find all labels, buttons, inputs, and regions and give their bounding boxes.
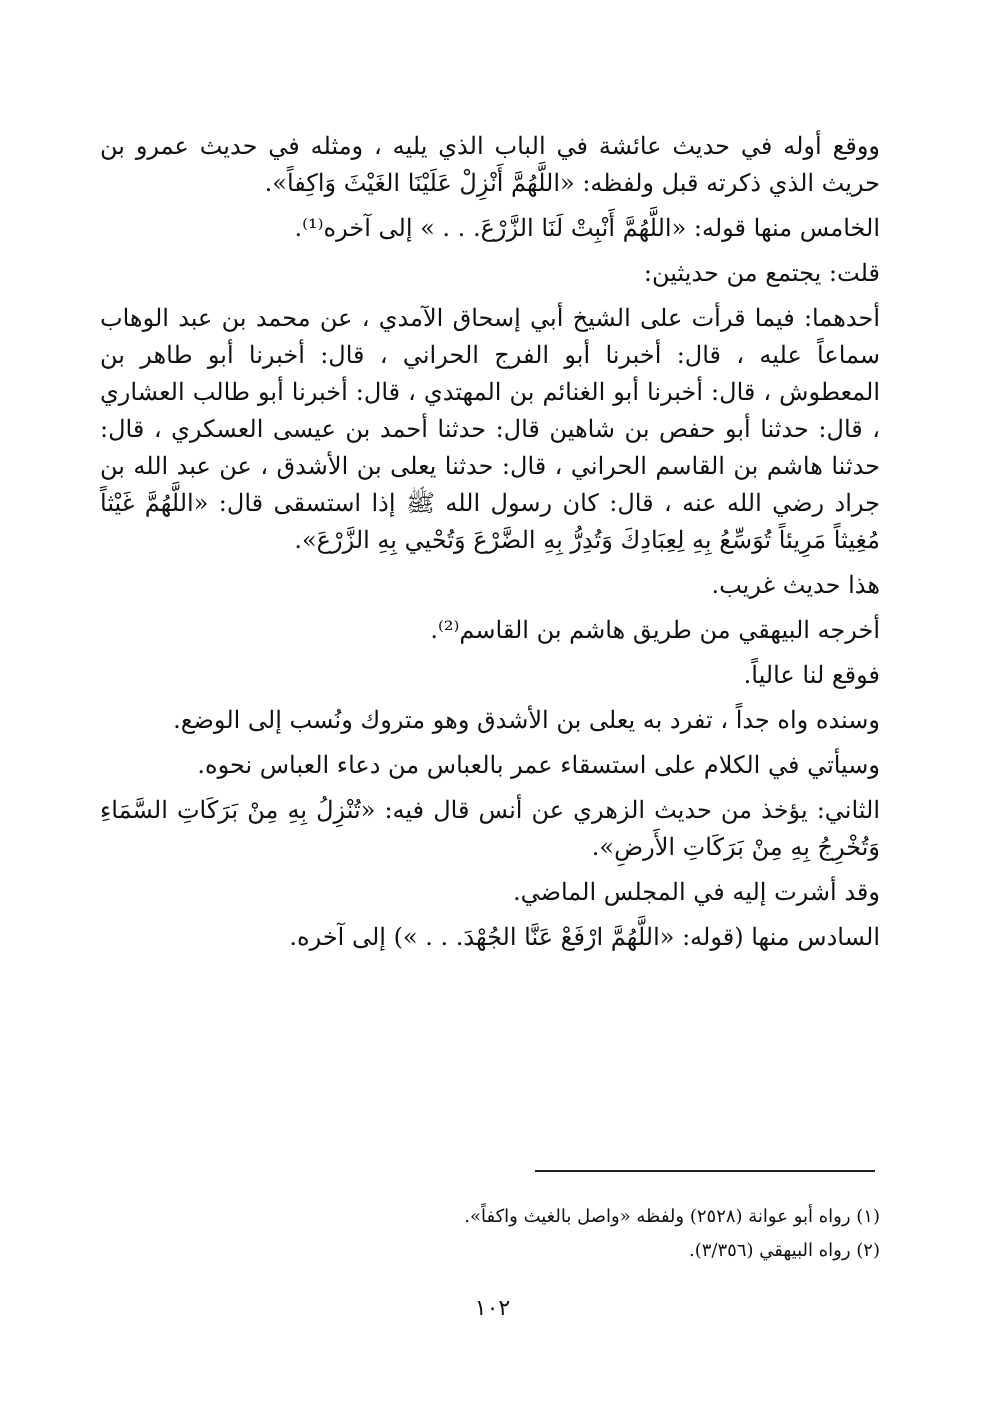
- paragraph-3: قلت: يجتمع من حديثين:: [643, 259, 880, 287]
- paragraph-10: الثاني: يؤخذ من حديث الزهري عن أنس قال فيه: «تُنْزِلُ بِهِ مِنْ بَرَكَاتِ السَّمَاءِ وَتُخْرِجُ بِهِ مِنْ بَرَكَاتِ الأَرضِ».: [100, 796, 881, 861]
- paragraph-11: وقد أشرت إليه في المجلس الماضي.: [512, 878, 880, 906]
- paragraph-7: فوقع لنا عالياً.: [743, 661, 880, 689]
- footnotes: [100, 1200, 880, 1268]
- paragraph-12: السادس منها (قوله: «اللَّهُمَّ ارْفَعْ عَنَّا الجُهْدَ. . . ») إلى آخره.: [289, 923, 880, 951]
- paragraph-6: أخرجه البيهقي من طريق هاشم بن القاسم⁽²⁾.: [430, 616, 880, 644]
- footnote-divider: [535, 1170, 875, 1172]
- paragraph-9: وسيأتي في الكلام على استسقاء عمر بالعباس من دعاء العباس نحوه.: [197, 751, 880, 779]
- paragraph-5: هذا حديث غريب.: [711, 571, 880, 599]
- main-text: [100, 128, 880, 964]
- paragraph-1: ووقع أوله في حديث عائشة في الباب الذي يليه ، ومثله في حديث عمرو بن حريث الذي ذكرته قبل ولفظه: «اللَّهُمَّ أَنْزِلْ عَلَيْنَا الغَيْثَ وَاكِفاً».: [100, 132, 880, 197]
- paragraph-2: الخامس منها قوله: «اللَّهُمَّ أَنْبِتْ لَنَا الزَّرْعَ. . . » إلى آخره⁽¹⁾.: [294, 214, 880, 242]
- footnote-2: (٢) رواه البيهقي (٣/٣٥٦).: [689, 1240, 880, 1261]
- paragraph-4: أحدهما: فيما قرأت على الشيخ أبي إسحاق الآمدي ، عن محمد بن عبد الوهاب سماعاً عليه ، قال: أخبرنا أبو الفرج الحراني ، قال: أخبرنا أبو طاهر بن المعطوش ، قال: أخبرنا أبو الغنائم بن المهتدي ، قال: أخبرنا أبو طالب العشاري ، قال: حدثنا أبو حفص بن شاهين قال: حدثنا أحمد بن عيسى العسكري ، قال: حدثنا هاشم بن القاسم الحراني ، قال: حدثنا يعلى بن الأشدق ، عن عبد الله بن جراد رضي الله عنه ، قال: كان رسول الله ﷺ إذا استسقى قال: «اللَّهُمَّ غَيْثاً مُغِيثاً مَرِيئاً تُوَسِّعُ بِهِ لِعِبَادِكَ وَتُدِرُّ بِهِ الضَّرْعَ وَتُحْيي بِهِ الزَّرْعَ».: [100, 304, 881, 554]
- footnote-1: (١) رواه أبو عوانة (٢٥٢٨) ولفظه «واصل بالغيث واكفاً».: [464, 1206, 880, 1227]
- paragraph-8: وسنده واه جداً ، تفرد به يعلى بن الأشدق وهو متروك ونُسب إلى الوضع.: [173, 706, 880, 734]
- page-number: ١٠٢: [474, 1296, 511, 1321]
